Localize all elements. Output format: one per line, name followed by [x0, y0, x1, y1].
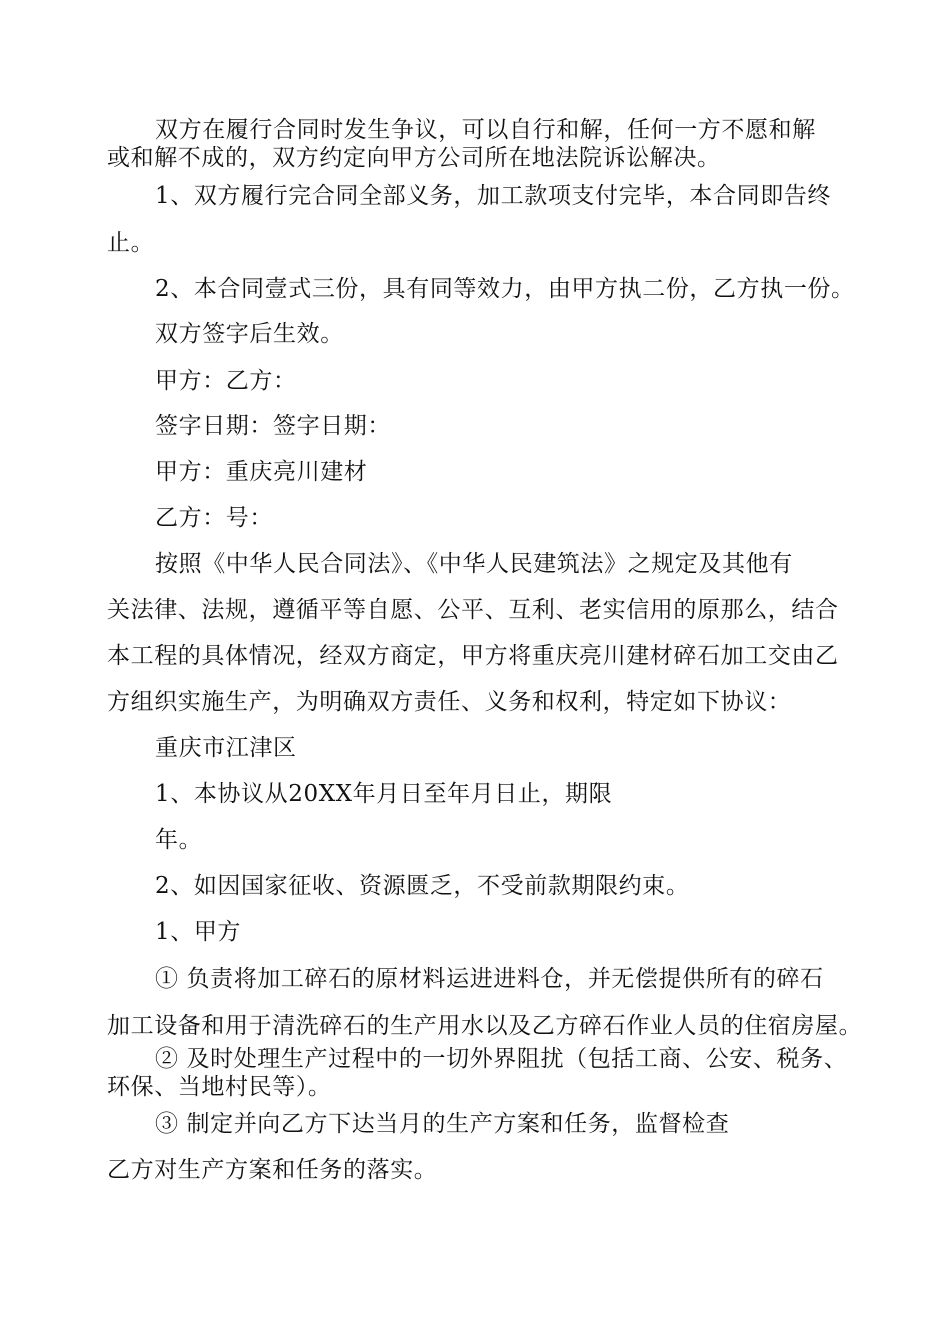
text-line: 双方签字后生效。	[155, 321, 344, 347]
text-line: 或和解不成的，双方约定向甲方公司所在地法院诉讼解决。	[107, 145, 721, 171]
text-line: 年。	[155, 827, 203, 853]
text-line: 双方在履行合同时发生争议，可以自行和解，任何一方不愿和解	[155, 117, 816, 143]
text-line: ③ 制定并向乙方下达当月的生产方案和任务，监督检查	[155, 1111, 730, 1137]
text-line: 1、本协议从20XX年月日至年月日止，期限	[155, 781, 613, 807]
text-line: 重庆市江津区	[155, 735, 297, 761]
text-line: 加工设备和用于清洗碎石的生产用水以及乙方碎石作业人员的住宿房屋。	[107, 1013, 863, 1039]
text-line: 甲方：重庆亮川建材	[155, 459, 368, 485]
text-line: 1、甲方	[155, 919, 242, 945]
text-line: 方组织实施生产，为明确双方责任、义务和权利，特定如下协议：	[107, 689, 792, 715]
text-line: 乙方：号：	[155, 505, 273, 531]
text-line: 签字日期：签字日期：	[155, 413, 391, 439]
text-line: 乙方对生产方案和任务的落实。	[107, 1157, 438, 1183]
text-line: 止。	[107, 230, 155, 256]
text-line: ① 负责将加工碎石的原材料运进进料仓，并无偿提供所有的碎石	[155, 966, 824, 992]
text-line: 1、双方履行完合同全部义务，加工款项支付完毕，本合同即告终	[155, 183, 832, 209]
text-line: ② 及时处理生产过程中的一切外界阻扰（包括工商、公安、税务、	[155, 1046, 848, 1072]
text-line: 甲方：乙方：	[155, 368, 297, 394]
text-line: 2、如因国家征收、资源匮乏，不受前款期限约束。	[155, 873, 690, 899]
text-line: 2、本合同壹式三份，具有同等效力，由甲方执二份，乙方执一份。	[155, 276, 855, 302]
text-line: 关法律、法规，遵循平等自愿、公平、互利、老实信用的原那么，结合	[107, 597, 839, 623]
text-line: 环保、当地村民等）。	[107, 1074, 332, 1100]
text-line: 按照《中华人民合同法》、《中华人民建筑法》之规定及其他有	[155, 551, 793, 577]
text-line: 本工程的具体情况，经双方商定，甲方将重庆亮川建材碎石加工交由乙	[107, 643, 839, 669]
